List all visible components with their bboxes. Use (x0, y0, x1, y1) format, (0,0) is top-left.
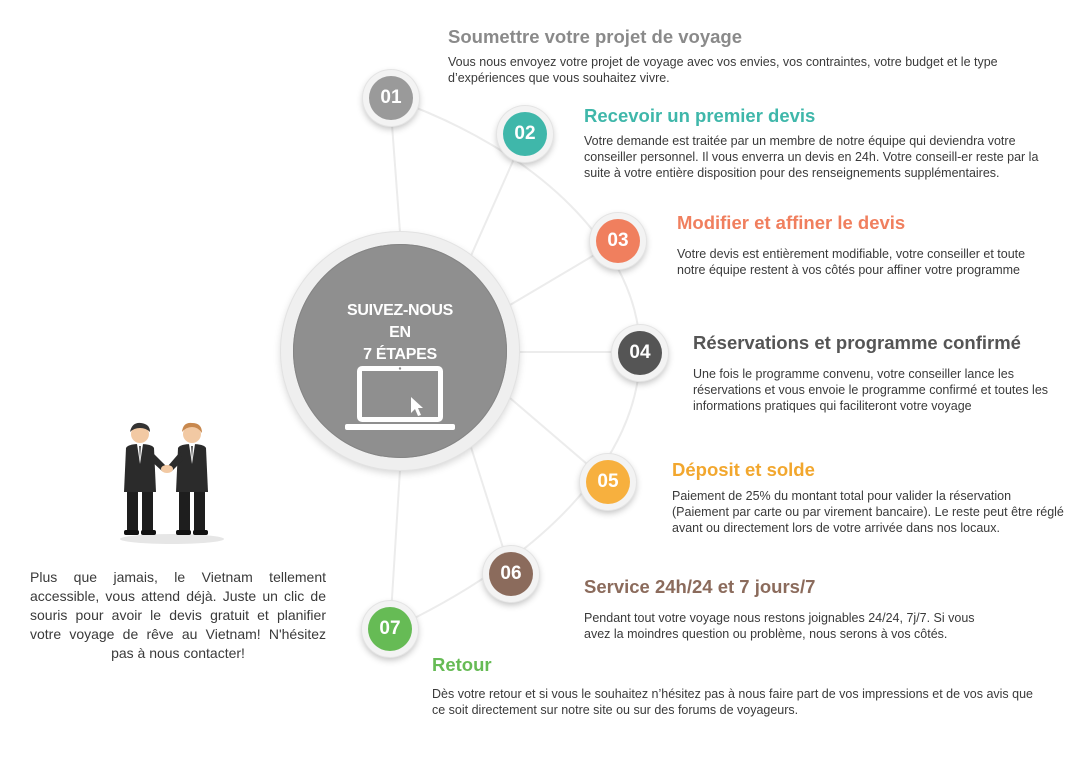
step-06-description: Pendant tout votre voyage nous restons joignables 24/24, 7j/7. Si vous avez la moindres question ou problème, nous serons à vos côtés. (584, 611, 975, 641)
step-02-badge (497, 106, 553, 162)
center-circle (281, 232, 519, 470)
step-02-title: Recevoir un premier devis (584, 105, 816, 126)
step-04-badge (612, 325, 668, 381)
center-line-1: SUIVEZ-NOUS (346, 302, 454, 319)
step-05-badge (580, 454, 636, 510)
step-01-description: Vous nous envoyez votre projet de voyage avec vos envies, vos contraintes, votre budget et le type d’expériences que vous souhaitez vivre. (448, 55, 998, 85)
laptop-cursor-icon (345, 364, 455, 434)
step-04-title: Réservations et programme confirmé (693, 332, 1021, 353)
step-02-description: Votre demande est traitée par un membre de notre équipe qui deviendra votre conseiller personnel. Il vous enverra un devis en 24h. Votre conseill-er reste par la suite à votre entière disposition pour des renseignements supplémentaires. (584, 134, 1039, 180)
step-03-number: 03 (596, 219, 640, 263)
step-03-title: Modifier et affiner le devis (677, 212, 906, 233)
step-05-number: 05 (586, 460, 630, 504)
center-line-2: EN (389, 324, 411, 341)
step-06-badge (483, 546, 539, 602)
step-01-badge (363, 70, 419, 126)
step-07-description: Dès votre retour et si vous le souhaitez n’hésitez pas à nous faire part de vos impressions et de vos avis que ce soit directement sur notre site ou sur des forums de voyageurs. (432, 687, 1034, 717)
center-circle-inner (293, 244, 507, 458)
handshake-illustration (110, 418, 235, 546)
step-07-badge (362, 601, 418, 657)
step-01-title: Soumettre votre projet de voyage (448, 26, 743, 47)
step-06-title: Service 24h/24 et 7 jours/7 (584, 576, 816, 597)
step-02-number: 02 (503, 112, 547, 156)
step-01-number: 01 (369, 76, 413, 120)
step-03-badge (590, 213, 646, 269)
step-06-number: 06 (489, 552, 533, 596)
step-05-title: Déposit et solde (672, 459, 815, 480)
step-04-number: 04 (618, 331, 662, 375)
step-07-number: 07 (368, 607, 412, 651)
step-05-description: Paiement de 25% du montant total pour valider la réservation (Paiement par carte ou par virement bancaire). Le reste peut être réglé avant ou directement lors de votre arrivée dans nos locaux. (672, 489, 1064, 535)
center-title (293, 300, 507, 366)
step-07-title: Retour (432, 654, 492, 675)
side-text: Plus que jamais, le Vietnam tellement accessible, vous attend déjà. Juste un clic de souris pour avoir le devis gratuit et planifier votre voyage de rêve au Vietnam! N'hésitez pas à nous contacter! (30, 569, 326, 661)
step-04-description: Une fois le programme convenu, votre conseiller lance les réservations et vous envoie le programme confirmé et toutes les informations pratiques qui faciliteront votre voyage (693, 367, 1049, 413)
center-line-3: 7 ÉTAPES (363, 346, 437, 363)
step-03-description: Votre devis est entièrement modifiable, votre conseiller et toute notre équipe restent à vos côtés pour affiner votre programme (677, 247, 1026, 277)
